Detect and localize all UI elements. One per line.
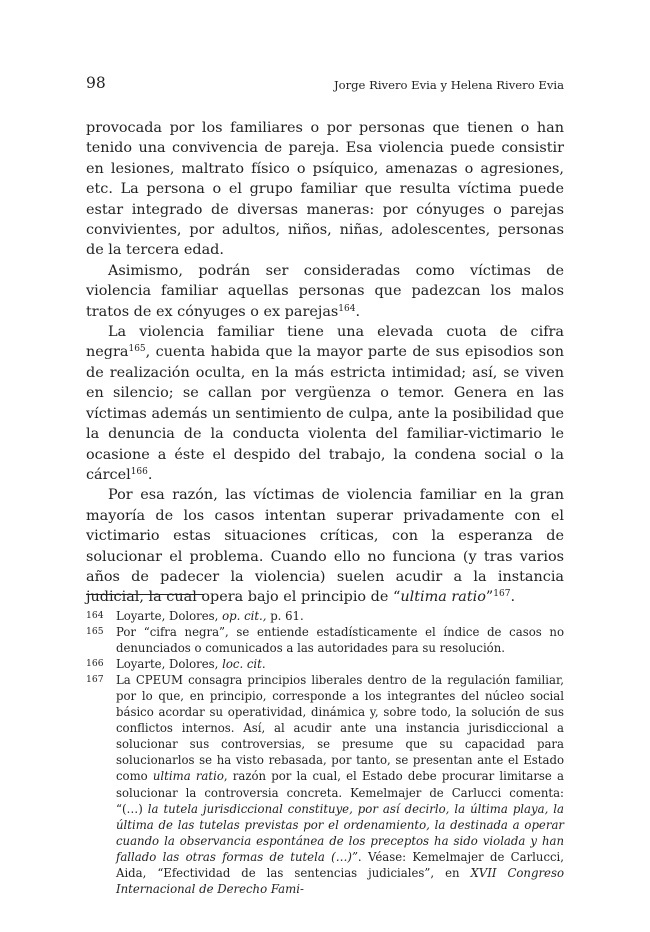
footnote-164: [86, 608, 564, 624]
footnote-text: [116, 672, 564, 897]
paragraph-4-text: Por esa razón, las víctimas de violencia familiar en la gran mayoría de los casos intentan superar privadamente con el victimario estas situaciones críticas, con la esperanza de solucionar el problema. Cuando ello no funciona (y tras varios años de padecer la violencia) suelen acudir a la instancia judicial, la cual opera bajo el principio de “: [86, 487, 564, 606]
footnote-167: [86, 672, 564, 897]
main-text: [86, 118, 564, 608]
footnote-167-text-c: . Véase: Kemelmajer de Carlucci, Aida, “Efectividad de las sentencias judiciales”, en: [116, 849, 564, 880]
footnote-167-text-a: La CPEUM consagra principios liberales dentro de la regulación familiar, por lo que, en principio, corresponde a los integrantes del núcleo social básico acordar su operatividad, dinámica y, sobre todo, la solución de sus conflictos internos. Así, al acudir ante una instancia jurisdiccional a solucionar sus controversias, se presume que su capacidad para solucionarlos se ha visto rebasada, por tanto, se presentan ante el Estado como: [116, 673, 564, 784]
footnote-number: 167: [86, 674, 104, 686]
paragraph-3: [86, 322, 564, 485]
page-header: [86, 74, 564, 98]
paragraph-2-text: Asimismo, podrán ser consideradas como víctimas de violencia familiar aquellas personas que padezcan los malos tratos de ex cónyuges o ex parejas: [86, 262, 564, 320]
paragraph-1-text: provocada por los familiares o por personas que tienen o han tenido una convivencia de pareja. Esa violencia puede consistir en lesiones, maltrato físico o psíquico, amenazas o agresiones, etc. La persona o el grupo familiar que resulta víctima puede estar integrado de diversas maneras: por cónyuges o parejas convivientes, por adultos, niños, niñas, adolescentes, personas de la tercera edad.: [86, 120, 564, 259]
footnote-166: [86, 656, 564, 672]
footnote-number: 166: [86, 658, 104, 670]
paragraph-3-text-a: La violencia familiar tiene una elevada cuota de cifra negra: [86, 324, 564, 361]
footnote-164-text-a: Loyarte, Dolores,: [116, 609, 223, 623]
running-head: Jorge Rivero Evia y Helena Rivero Evia: [333, 78, 564, 92]
paragraph-2-end: .: [355, 303, 361, 320]
paragraph-4-close-quote: ”: [485, 589, 494, 606]
footnote-167-italic-1: ultima ratio: [152, 769, 224, 784]
paragraph-4: [86, 485, 564, 607]
footnote-ref-165[interactable]: 165: [128, 344, 146, 355]
footnote-text: Por “cifra negra”, se entiende estadísticamente el índice de casos no denunciados o comunicados a las autoridades para su resolución.: [116, 625, 564, 656]
footnote-166-italic: loc. cit.: [222, 657, 266, 672]
footnote-separator: [86, 594, 204, 595]
page-number: 98: [86, 74, 106, 92]
footnote-167-italic-quote: la tutela jurisdiccional constituye, por así decirlo, la última playa, la última de las tutelas previstas por el ordenamiento, la destinada a operar cuando la observancia espontánea de los preceptos ha sido violada y han fallado las otras formas de tutela (…)”: [116, 801, 564, 864]
paragraph-2: [86, 261, 564, 322]
footnote-number: 165: [86, 626, 104, 638]
paragraph-1: [86, 118, 564, 261]
footnote-167-italic-title: XVII Congreso Internacional de Derecho Fami-: [116, 865, 564, 896]
paragraph-4-end: .: [510, 589, 516, 606]
footnote-167-text-b: , razón por la cual, el Estado debe procurar limitarse a solucionar la controversia concreta. Kemelmajer de Carlucci comenta: “(…): [116, 769, 564, 816]
footnote-164-text-b: p. 61.: [266, 609, 304, 623]
footnote-text: [116, 656, 564, 672]
footnote-166-text-a: Loyarte, Dolores,: [116, 657, 223, 672]
paragraph-3-end: .: [147, 466, 153, 483]
footnote-164-italic: op. cit.,: [222, 609, 267, 623]
footnote-ref-166[interactable]: 166: [130, 466, 148, 477]
paragraph-4-italic: ultima ratio: [400, 589, 486, 606]
footnote-text: [116, 608, 564, 624]
paragraph-3-text-b: , cuenta habida que la mayor parte de sus episodios son de realización oculta, en la más estricta intimidad; así, se viven en silencio; se callan por vergüenza o temor. Genera en las víctimas además un sentimiento de culpa, ante la posibilidad que la denuncia de la conducta violenta del familiar-victimario le ocasione a éste el despido del trabajo, la condena social o la cárcel: [86, 344, 564, 483]
footnote-ref-164[interactable]: 164: [338, 303, 356, 314]
footnotes: [86, 608, 564, 897]
footnote-165: [86, 624, 564, 656]
footnote-number: 164: [86, 610, 104, 621]
footnote-ref-167[interactable]: 167: [493, 589, 511, 600]
